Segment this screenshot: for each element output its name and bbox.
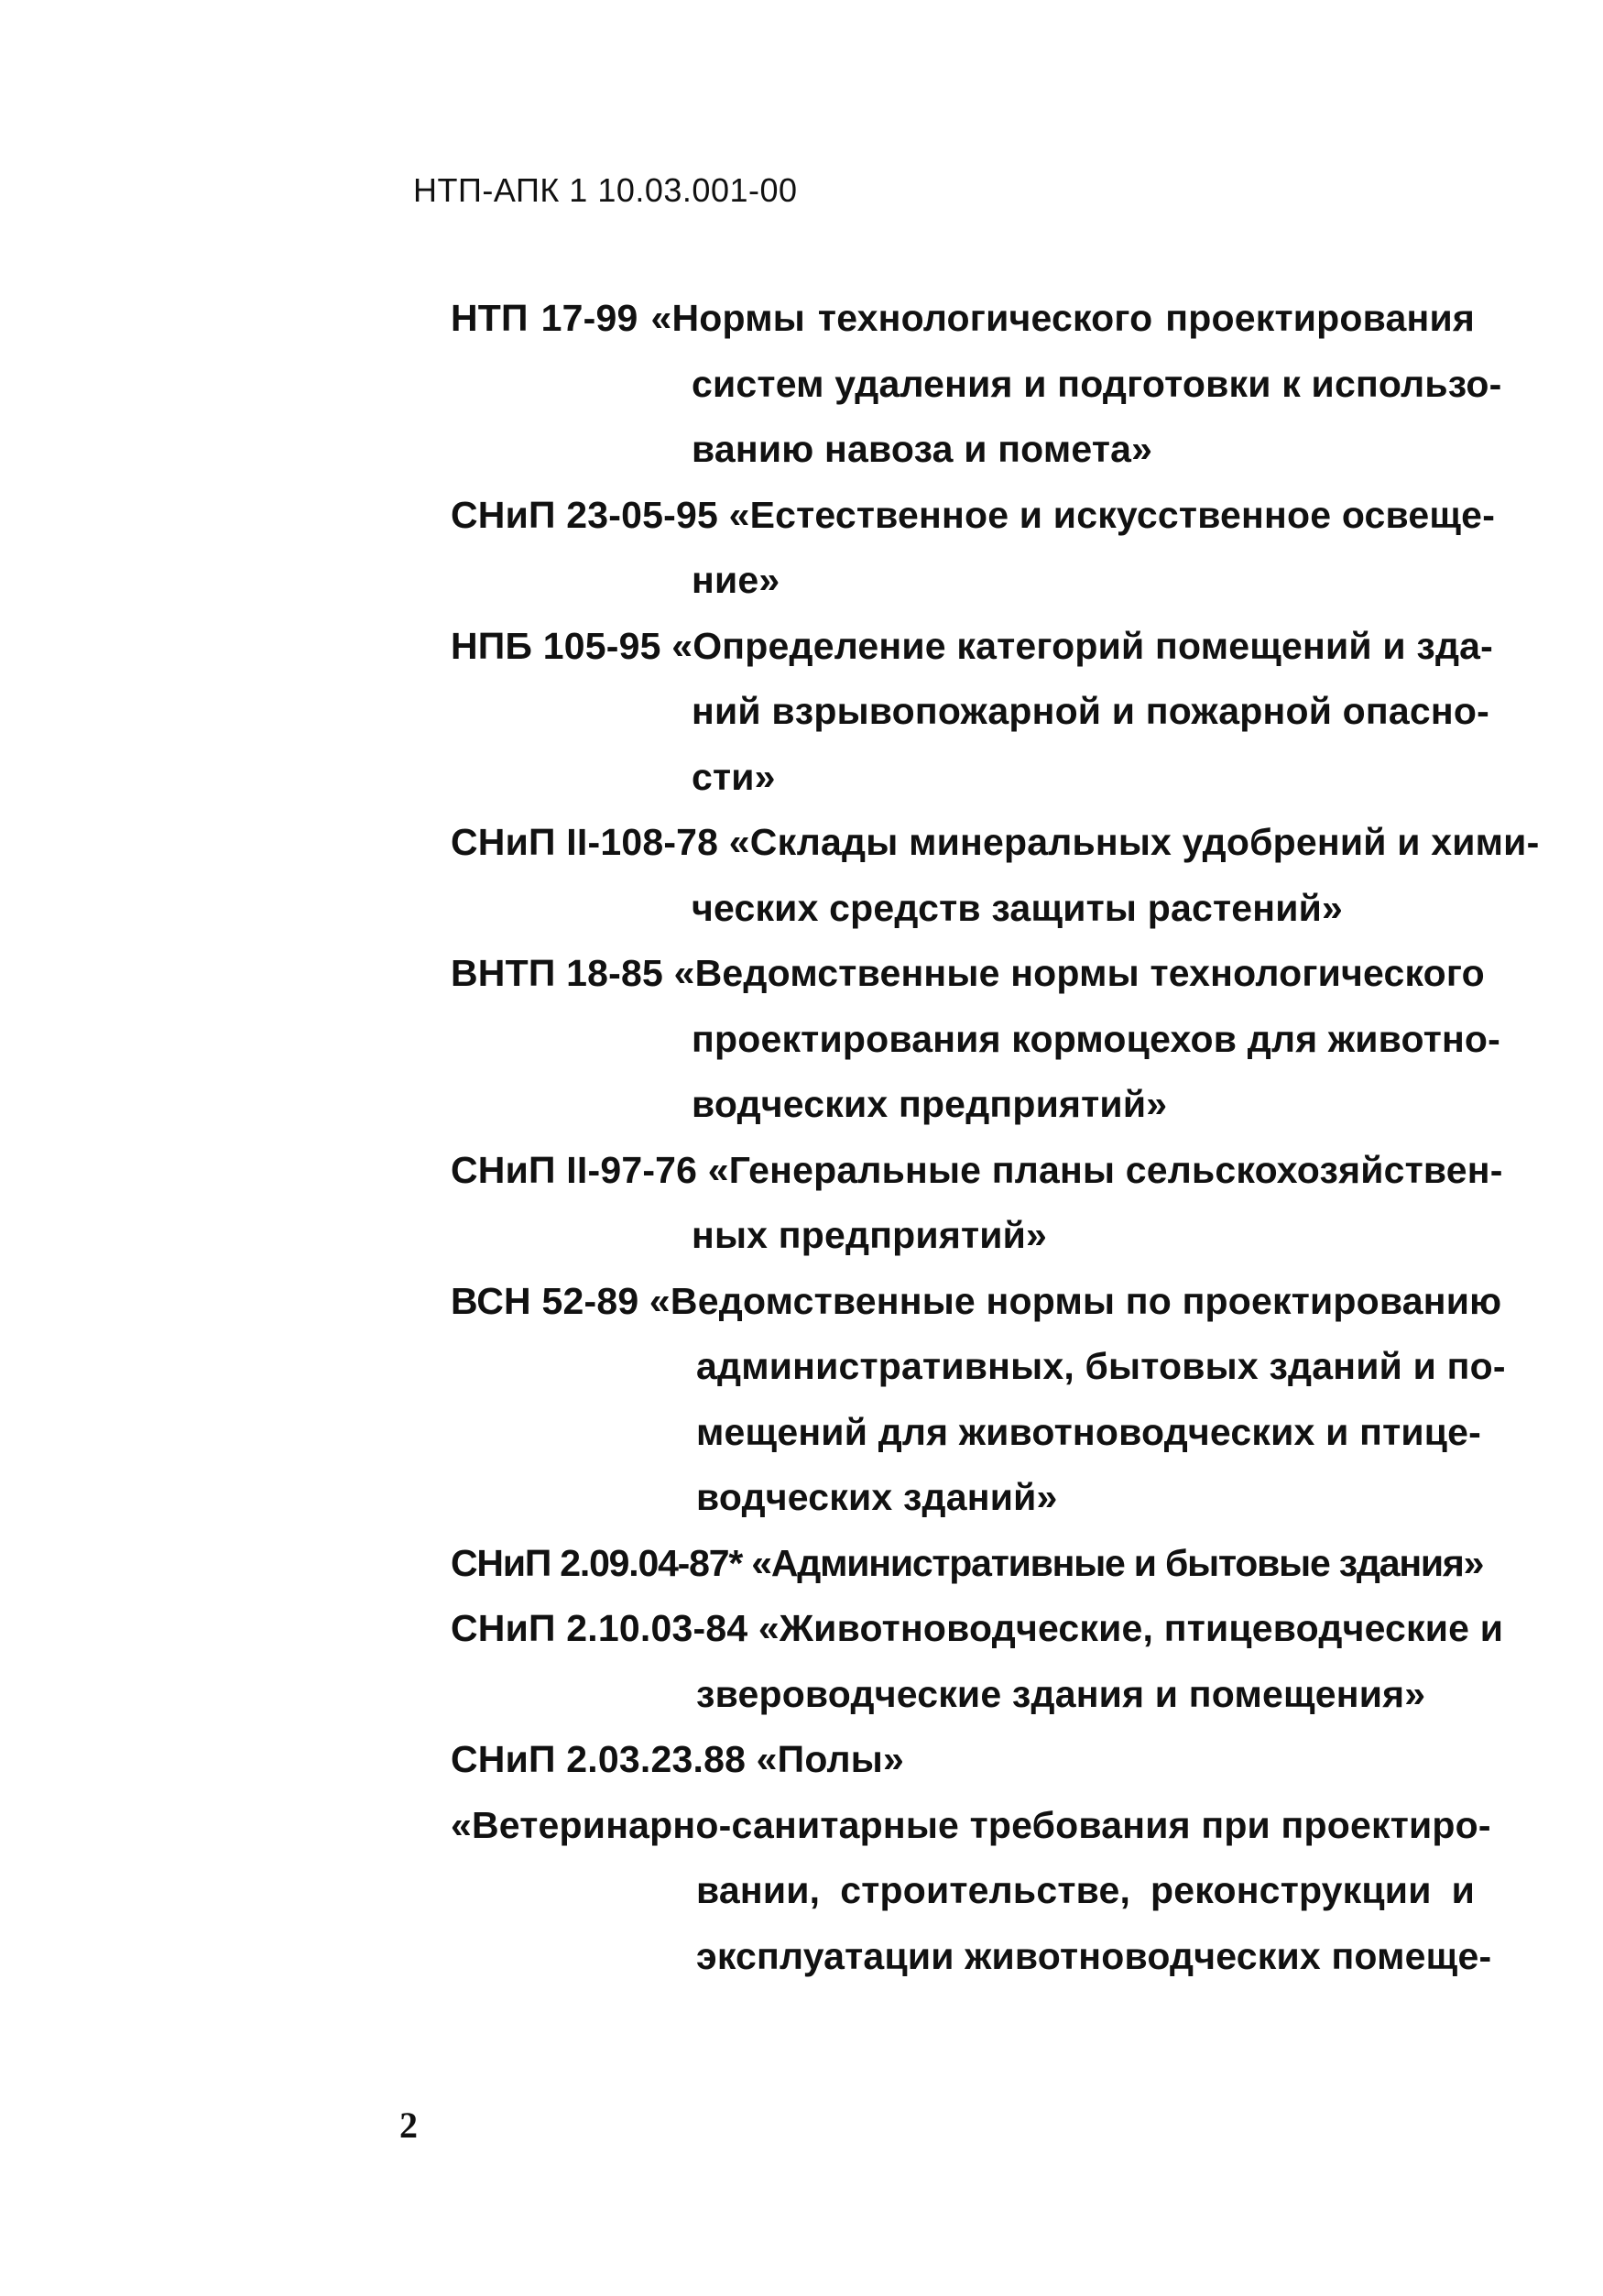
reference-snip-2-03-23-88 xyxy=(451,1727,1475,1793)
reference-line: НТП 17-99 «Нормы технологического проектирования xyxy=(451,297,1475,339)
reference-snip-ii-108-78 xyxy=(451,810,1540,941)
reference-line: ВСН 52-89 «Ведомственные нормы по проектированию xyxy=(451,1279,1502,1322)
reference-line: ванию навоза и помета» xyxy=(692,428,1153,470)
reference-vsn-52-89 xyxy=(451,1269,1506,1531)
reference-line: ческих средств защиты растений» xyxy=(692,886,1344,929)
reference-line: СНиП 23-05-95 «Естественное и искусственное освеще- xyxy=(451,493,1496,536)
reference-line: ВНТП 18-85 «Ведомственные нормы технологического xyxy=(451,952,1485,994)
document-code-header: НТП-АПК 1 10.03.001-00 xyxy=(413,171,798,209)
reference-line: СНиП 2.03.23.88 «Полы» xyxy=(451,1738,905,1780)
page-number: 2 xyxy=(399,2105,418,2146)
reference-line: эксплуатации животноводческих помеще- xyxy=(696,1934,1492,1977)
reference-npb-105-95 xyxy=(451,614,1494,811)
reference-snip-ii-97-76 xyxy=(451,1138,1503,1269)
reference-line: СНиП II-108-78 «Склады минеральных удобрений и хими- xyxy=(451,821,1540,863)
reference-snip-2-09-04-87 xyxy=(451,1531,1484,1597)
reference-line: мещений для животноводческих и птице- xyxy=(696,1410,1482,1453)
reference-vntp-18-85 xyxy=(451,941,1501,1138)
reference-line: систем удаления и подготовки к использо- xyxy=(692,362,1502,405)
reference-snip-23-05-95 xyxy=(451,483,1496,614)
reference-line: «Ветеринарно-санитарные требования при проектиро- xyxy=(451,1803,1491,1846)
reference-line: ние» xyxy=(692,559,780,601)
reference-line: ний взрывопожарной и пожарной опасно- xyxy=(692,690,1489,732)
normative-references-list xyxy=(451,286,1540,1989)
reference-line: административных, бытовых зданий и по- xyxy=(696,1345,1506,1387)
reference-snip-2-10-03-84 xyxy=(451,1596,1504,1727)
reference-line: СНиП 2.10.03-84 «Животноводческие, птицеводческие и xyxy=(451,1607,1504,1649)
reference-veterinary-requirements xyxy=(451,1793,1492,1990)
reference-line: водческих предприятий» xyxy=(692,1083,1168,1125)
reference-line: СНиП II-97-76 «Генеральные планы сельскохозяйствен- xyxy=(451,1148,1503,1191)
reference-line: звероводческие здания и помещения» xyxy=(696,1672,1426,1715)
reference-line: сти» xyxy=(692,755,776,798)
reference-line: ных предприятий» xyxy=(692,1214,1048,1256)
reference-ntp-17-99 xyxy=(451,286,1502,483)
reference-line: СНиП 2.09.04-87* «Административные и бытовые здания» xyxy=(451,1541,1484,1584)
reference-line: проектирования кормоцехов для животно- xyxy=(692,1017,1501,1060)
reference-line: вании, строительстве, реконструкции и xyxy=(696,1869,1475,1911)
reference-line: НПБ 105-95 «Определение категорий помещений и зда- xyxy=(451,624,1494,667)
reference-line: водческих зданий» xyxy=(696,1476,1058,1518)
